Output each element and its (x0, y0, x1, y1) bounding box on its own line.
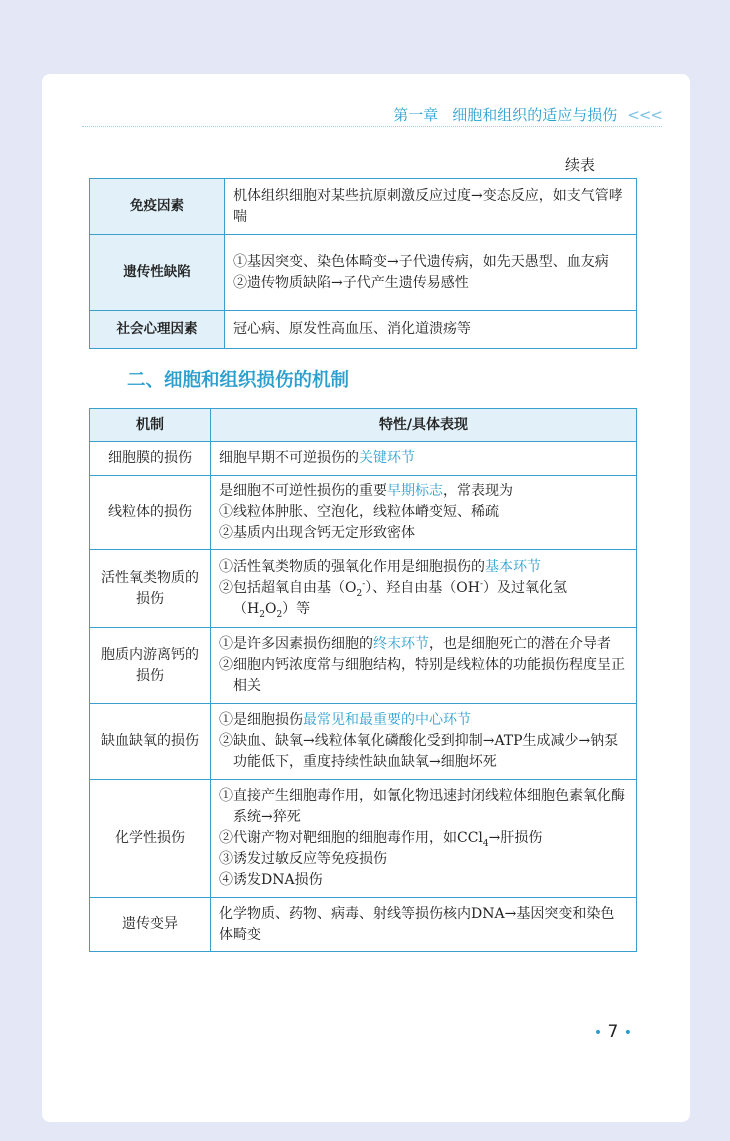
highlight-text: 基本环节 (485, 559, 541, 575)
row-key: 遗传性缺陷 (90, 235, 225, 311)
header-divider (82, 126, 662, 127)
row-key: 化学性损伤 (90, 780, 211, 898)
page (42, 74, 690, 1122)
highlight-text: 关键环节 (359, 450, 415, 466)
chapter-number: 第一章 (393, 106, 439, 124)
row-content: ①是许多因素损伤细胞的终末环节，也是细胞死亡的潜在介导者 ②细胞内钙浓度常与细胞结构，特别是线粒体的功能损伤程度呈正相关 (211, 628, 637, 704)
mechanism-table (89, 408, 637, 952)
table-row (90, 898, 637, 952)
table-row (90, 704, 637, 780)
continued-label: 续表 (564, 156, 595, 174)
row-content: 化学物质、药物、病毒、射线等损伤核内DNA→基因突变和染色体畸变 (211, 898, 637, 952)
running-header (393, 104, 662, 125)
column-header: 特性/具体表现 (211, 409, 637, 442)
highlight-text: 终末环节 (373, 636, 429, 652)
row-content: ①活性氧类物质的强氧化作用是细胞损伤的基本环节 ②包括超氧自由基$(O_2^-)$、羟自由基（OH-）及过氧化氢 $(H_2O_2)$等 (211, 550, 637, 628)
row-key: 免疫因素 (90, 179, 225, 235)
row-key: 胞质内游离钙的损伤 (90, 628, 211, 704)
highlight-text: 最常见和最重要的中心环节 (303, 712, 471, 728)
row-content: 冠心病、原发性高血压、消化道溃疡等 (225, 311, 637, 349)
table-row (90, 235, 637, 311)
chevron-marker-icon: <<< (627, 106, 662, 124)
row-content: 是细胞不可逆性损伤的重要早期标志，常表现为 ①线粒体肿胀、空泡化，线粒体嵴变短、稀疏 ②基质内出现含钙无定形致密体 (211, 476, 637, 550)
table-header-row (90, 409, 637, 442)
table-row (90, 179, 637, 235)
chapter-title: 细胞和组织的适应与损伤 (452, 106, 618, 124)
table-row (90, 442, 637, 476)
row-content: ①是细胞损伤最常见和最重要的中心环节 ②缺血、缺氧→线粒体氧化磷酸化受到抑制→ATP生成减少→钠泵功能低下，重度持续性缺血缺氧→细胞坏死 (211, 704, 637, 780)
row-key: 细胞膜的损伤 (90, 442, 211, 476)
dot-icon: • (623, 1025, 632, 1041)
page-number: • 7 • (593, 1022, 632, 1042)
row-key: 缺血缺氧的损伤 (90, 704, 211, 780)
highlight-text: 早期标志 (387, 483, 443, 499)
dot-icon: • (593, 1025, 603, 1041)
row-content: ①直接产生细胞毒作用，如氰化物迅速封闭线粒体细胞色素氧化酶系统→猝死 ②代谢产物对靶细胞的细胞毒作用，如CCl$_4$→肝损伤 ③诱发过敏反应等免疫损伤 ④诱发DNA损伤 (211, 780, 637, 898)
row-content: 机体组织细胞对某些抗原刺激反应过度→变态反应，如支气管哮喘 (225, 179, 637, 235)
causes-table (89, 178, 637, 349)
row-key: 遗传变异 (90, 898, 211, 952)
column-header: 机制 (90, 409, 211, 442)
table-row (90, 780, 637, 898)
table-row (90, 550, 637, 628)
row-content: ①基因突变、染色体畸变→子代遗传病，如先天愚型、血友病 ②遗传物质缺陷→子代产生遗传易感性 (225, 235, 637, 311)
table-row (90, 311, 637, 349)
row-key: 线粒体的损伤 (90, 476, 211, 550)
table-row (90, 476, 637, 550)
row-key: 活性氧类物质的损伤 (90, 550, 211, 628)
section-title: 二、细胞和组织损伤的机制 (127, 370, 350, 391)
row-content: 细胞早期不可逆损伤的关键环节 (211, 442, 637, 476)
row-key: 社会心理因素 (90, 311, 225, 349)
table-row (90, 628, 637, 704)
